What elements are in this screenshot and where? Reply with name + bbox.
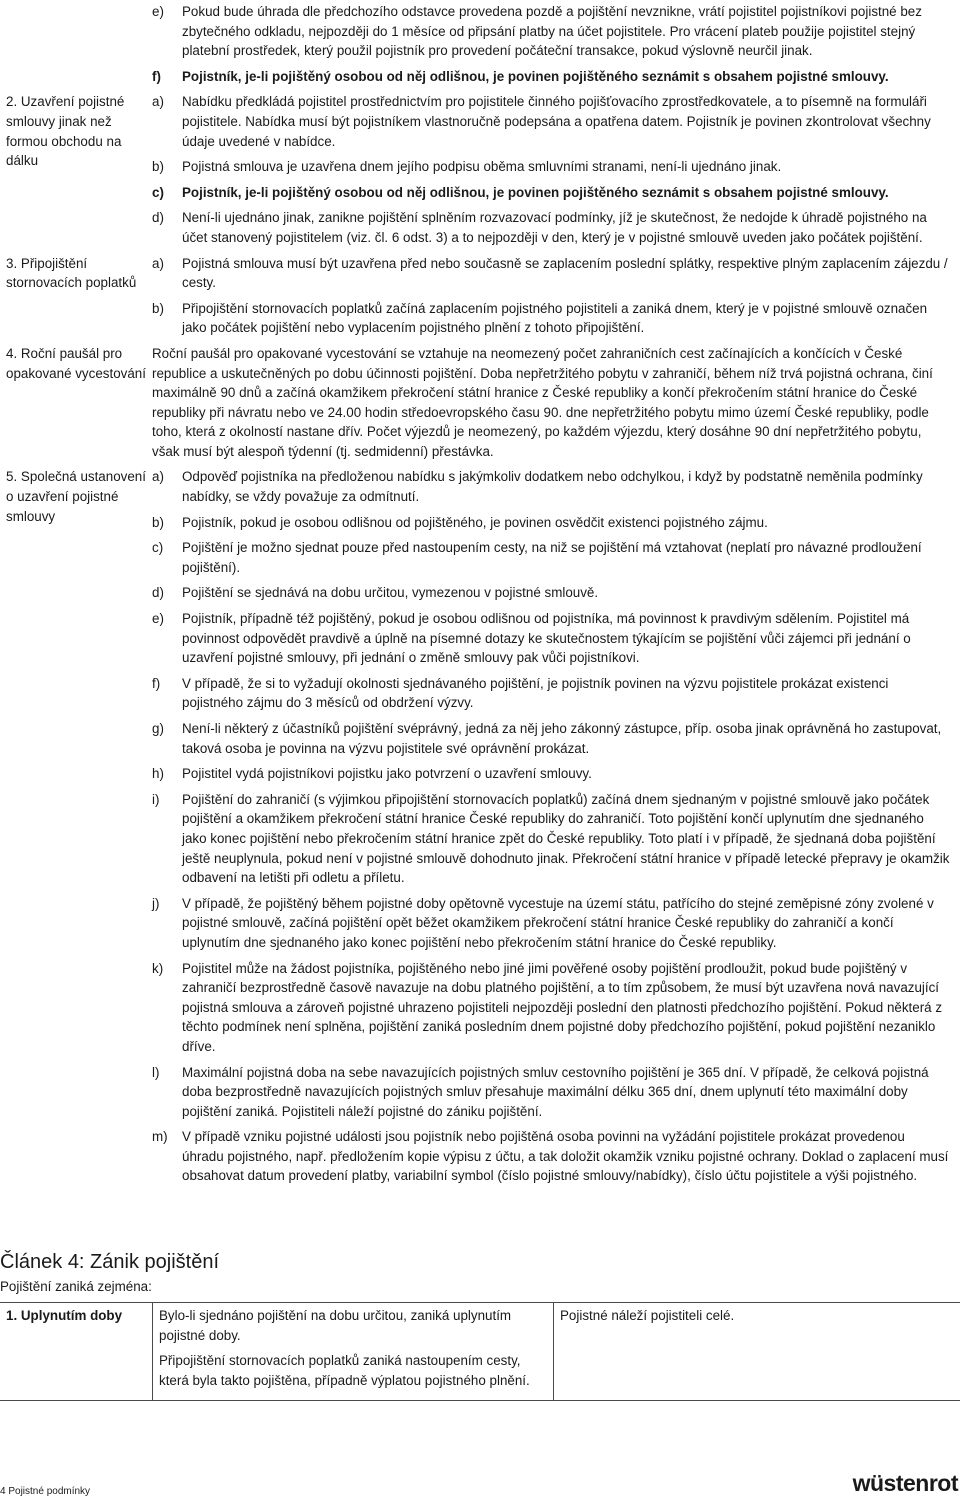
table-cell-premium: Pojistné náleží pojistiteli celé.: [554, 1303, 960, 1401]
list-item: [152, 609, 950, 668]
item-marker: h): [152, 764, 164, 784]
item-text: Maximální pojistná doba na sebe navazujících pojistných smluv cestovního pojištění je 365 dní. V případě, že celková pojistná doba bezprostředně navazujících pojistných smluv přesahuje maximální délku 365 dní, dnem uplynutí této maximální doby pojištění zaniká. Pojistiteli náleží pojistné do zániku pojištění.: [182, 1065, 929, 1119]
cell-paragraph: Připojištění stornovacích poplatků zaniká nastoupením cesty, která byla takto pojištěna, případně výplatou pojistného plnění.: [159, 1351, 547, 1390]
item-text: Pojistník, pokud je osobou odlišnou od pojištěného, je povinen osvědčit existenci pojistného zájmu.: [182, 515, 768, 530]
list-item: [152, 254, 950, 293]
section-label: 4. Roční paušál pro opakované vycestování: [6, 344, 146, 383]
list-item: [152, 894, 950, 953]
page-footer: 4 Pojistné podmínky: [0, 1482, 90, 1502]
list-item: [152, 467, 950, 506]
item-text: Odpověď pojistníka na předloženou nabídku s jakýmkoliv dodatkem nebo odchylkou, i když by podstatně neměnila podmínky nabídky, se vždy považuje za odmítnutí.: [182, 469, 923, 504]
item-marker: g): [152, 719, 164, 739]
item-marker: d): [152, 583, 164, 603]
intro-section: [0, 0, 960, 86]
item-marker: c): [152, 538, 163, 558]
item-marker: c): [152, 183, 164, 203]
item-marker: e): [152, 609, 164, 629]
item-text: Pojistník, případně též pojištěný, pokud je osobou odlišnou od pojistníka, má povinnost k pravdivým sdělením. Pojistitel má povinnost odpovědět pravdivě a úplně na písemné dotazy ke skutečnostem týkajícím se pojištění vůči zájemci při jednání o uzavření pojistné smlouvy, při jednání o změně smlouvy pak vůči pojistníkovi.: [182, 611, 911, 665]
item-text: Pojistná smlouva musí být uzavřena před nebo současně se zaplacením poslední splátky, respektive plným zaplacením zájezdu / cesty.: [182, 256, 948, 291]
item-marker: a): [152, 254, 164, 274]
item-marker: k): [152, 959, 163, 979]
list-item: [152, 674, 950, 713]
item-text: Pojistitel vydá pojistníkovi pojistku jako potvrzení o uzavření smlouvy.: [182, 766, 592, 781]
item-text: Pokud bude úhrada dle předchozího odstavce provedena pozdě a pojištění nevznikne, vrátí pojistitel pojistníkovi pojistné bez zbytečného odkladu, nejpozději do 1 měsíce od připsání platby na účet pojistitele. Pro vrácení plateb použije pojistitel stejný platební prostředek, který použil pojistník pro provedení počáteční transakce, pokud výslovně neurčil jinak.: [182, 4, 922, 58]
termination-table: [0, 1302, 960, 1401]
section-label: 3. Připojištění stornovacích poplatků: [6, 254, 146, 293]
section-label: 5. Společná ustanovení o uzavření pojistné smlouvy: [6, 467, 146, 526]
list-item: [152, 538, 950, 577]
item-marker: f): [152, 67, 161, 87]
item-text: Pojištění do zahraničí (s výjimkou připojištění stornovacích poplatků) začíná dnem sjednaným v pojistné smlouvě jako počátek pojištění a okamžikem překročení státní hranice České republiky do zahraničí. Toto pojištění končí uplynutím dne sjednaného jako konec pojištění nebo překročením státní hranice zpět do České republiky. Toto platí i v případě, že sjednaná doba pojištění ještě neuplynula, pokud není v pojistné smlouvě dohodnuto jinak. Překročení státní hranice v případě letecké přepravy je okamžik odbavení na letišti při odletu a příletu.: [182, 792, 949, 885]
item-marker: m): [152, 1127, 168, 1147]
item-marker: l): [152, 1063, 159, 1083]
item-text: Pojistník, je-li pojištěný osobou od něj odlišnou, je povinen pojištěného seznámit s obsahem pojistné smlouvy.: [182, 185, 889, 200]
item-text: V případě, že pojištěný během pojistné doby opětovně vycestuje na území státu, patřícího do stejné zeměpisné zóny zvolené v pojistné smlouvě, začíná pojištění opět běžet okamžikem překročení státní hranice České republiky do zahraničí a končí uplynutím dne sjednaného jako konec pojištění nebo překročením státní hranice do České republiky.: [182, 896, 934, 950]
section-5: [0, 467, 960, 1186]
section-2: [0, 92, 960, 247]
item-marker: b): [152, 157, 164, 177]
item-text: Připojištění stornovacích poplatků začíná zaplacením pojistného pojistiteli a zaniká dnem, který je v pojistné smlouvě označen jako počátek pojištění nebo vyplacením pojistného plnění z tohoto připojištění.: [182, 301, 927, 336]
table-row: [0, 1303, 960, 1401]
list-item: [152, 719, 950, 758]
article-subtitle: Pojištění zaniká zejména:: [0, 1277, 152, 1297]
list-item: [152, 1127, 950, 1186]
list-item: [152, 583, 950, 603]
section-label: 2. Uzavření pojistné smlouvy jinak než formou obchodu na dálku: [6, 92, 146, 170]
list-item: [152, 67, 950, 87]
item-marker: f): [152, 674, 160, 694]
list-item: [152, 513, 950, 533]
item-text: Není-li ujednáno jinak, zanikne pojištění splněním rozvazovací podmínky, jíž je skutečnost, že nedojde k úhradě pojistného na účet stanovený pojistitelem (viz. čl. 6 odst. 3) a to nejpozději v den, který je v pojistné smlouvě uveden jako počátek pojištění.: [182, 210, 927, 245]
table-cell-reason: 1. Uplynutím doby: [0, 1303, 153, 1401]
item-text: Pojištění se sjednává na dobu určitou, vymezenou v pojistné smlouvě.: [182, 585, 598, 600]
item-text: Není-li některý z účastníků pojištění svéprávný, jedná za něj jeho zákonný zástupce, příp. osoba jinak oprávněná ho zastupovat, taková osoba je povinna na výzvu pojistitele své oprávnění prokázat.: [182, 721, 941, 756]
item-marker: e): [152, 2, 164, 22]
list-item: [152, 183, 950, 203]
item-text: Nabídku předkládá pojistitel prostřednictvím pro pojistitele činného pojišťovacího zprostředkovatele, a to písemně na formuláři pojistitele. Nabídka musí být pojistníkem vlastnoručně podepsána a opatřena datem. Pojistník je povinen zkontrolovat všechny údaje uvedené v nabídce.: [182, 94, 931, 148]
list-item: [152, 208, 950, 247]
list-item: [152, 1063, 950, 1122]
item-marker: b): [152, 299, 164, 319]
section-paragraph: Roční paušál pro opakované vycestování se vztahuje na neomezený počet zahraničních cest začínajících a končících v České republice a uskutečněných po dobu účinnosti pojištění. Doba nepřetržitého pobytu v zahraničí, během níž trvá pojistná ochrana, činí maximálně 90 dnů a začíná okamžikem překročení státní hranice z České republiky a končí překročením státní hranice do České republiky při návratu nebo ve 24.00 hodin středoevropského času 90. dne nepřetržitého pobytu mimo území České republiky, podle toho, která z okolností nastane dřív. Počet výjezdů je neomezený, po každém výjezdu, který dosáhne 90 dní nepřetržitého pobytu, však musí být alespoň týdenní (tj. sedmidenní) přestávka.: [152, 344, 950, 462]
list-item: [152, 157, 950, 177]
table-cell-description: [153, 1303, 554, 1401]
list-item: [152, 790, 950, 888]
item-text: Pojištění je možno sjednat pouze před nastoupením cesty, na niž se pojištění má vztahovat (neplatí pro návazné prodloužení pojištění).: [182, 540, 922, 575]
item-marker: a): [152, 92, 164, 112]
item-marker: b): [152, 513, 164, 533]
list-item: [152, 959, 950, 1057]
item-text: V případě, že si to vyžadují okolnosti sjednávaného pojištění, je pojistník povinen na výzvu pojistitele prokázat existenci pojistného zájmu do 3 měsíců od obdržení výzvy.: [182, 676, 888, 711]
section-3: [0, 254, 960, 338]
item-marker: a): [152, 467, 164, 487]
item-marker: i): [152, 790, 159, 810]
item-text: Pojistná smlouva je uzavřena dnem jejího podpisu oběma smluvními stranami, není-li ujednáno jinak.: [182, 159, 781, 174]
brand-logo: wüstenrot: [853, 1474, 958, 1494]
list-item: [152, 299, 950, 338]
item-marker: d): [152, 208, 164, 228]
item-marker: j): [152, 894, 159, 914]
list-item: [152, 764, 950, 784]
section-4: [0, 344, 960, 462]
item-text: Pojistník, je-li pojištěný osobou od něj odlišnou, je povinen pojištěného seznámit s obsahem pojistné smlouvy.: [182, 69, 889, 84]
item-text: V případě vzniku pojistné události jsou pojistník nebo pojištěná osoba povinni na vyžádání pojistitele prokázat provedenou úhradu pojistného, např. předložením kopie výpisu z účtu, a tak doložit okamžik vzniku pojistné ochrany. Doklad o zaplacení musí obsahovat datum provedení platby, variabilní symbol (číslo pojistné smlouvy/nabídky), číslo účtu pojistitele a výši pojistného.: [182, 1129, 948, 1183]
cell-paragraph: Bylo-li sjednáno pojištění na dobu určitou, zaniká uplynutím pojistné doby.: [159, 1306, 547, 1345]
list-item: [152, 92, 950, 151]
article-title: Článek 4: Zánik pojištění: [0, 1250, 219, 1274]
list-item: [152, 2, 950, 61]
item-text: Pojistitel může na žádost pojistníka, pojištěného nebo jiné jimi pověřené osoby pojištění prodloužit, pokud bude pojištěný v zahraničí bezprostředně časově navazuje na dobu platného pojištění, a to tím způsobem, že musí být uzavřena nová navazující pojistná smlouva a zároveň pojistné uhrazeno pojistiteli nejpozději poslední den platnosti předchozího pojištění. Pokud některá z těchto podmínek není splněna, pojištění zaniká posledním dnem pojistné doby předchozího pojištění, pokud pojištění nezaniklo dříve.: [182, 961, 942, 1054]
